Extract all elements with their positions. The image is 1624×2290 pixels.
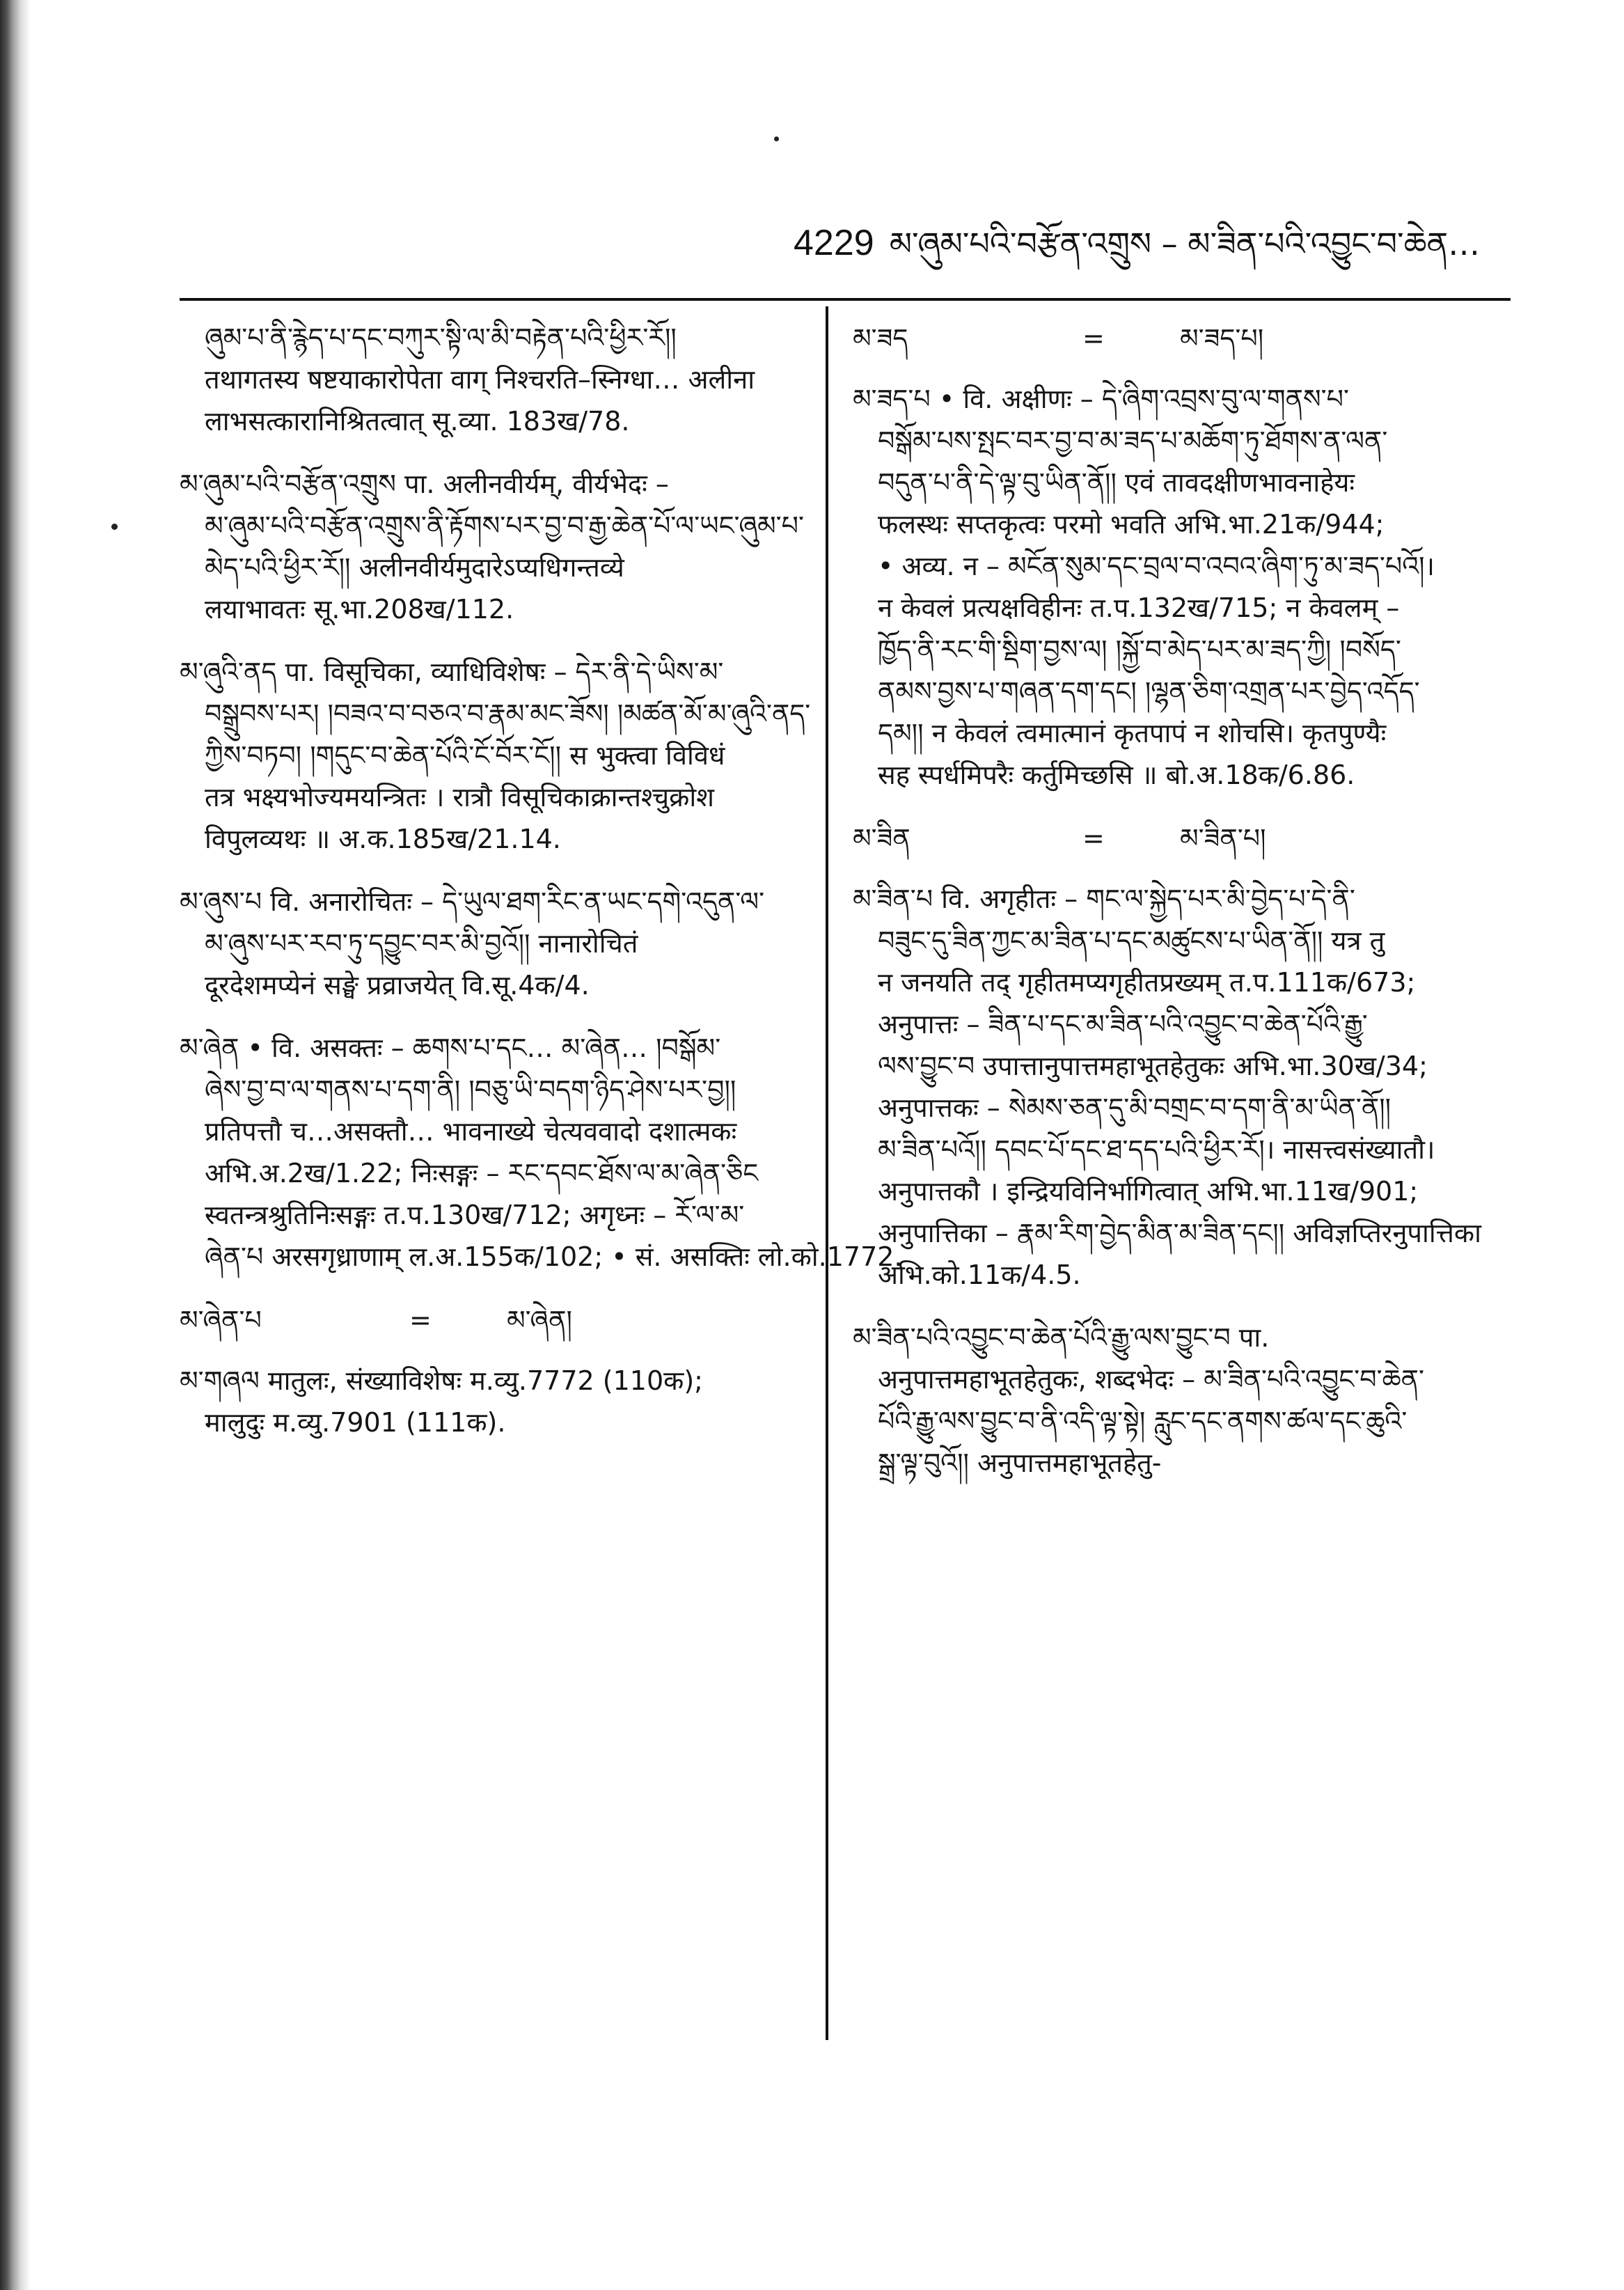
xref-target: མ་ཟིན་པ། [1180, 823, 1266, 854]
entry-left-5 [180, 1027, 903, 1278]
entry-line: दूरदेशमप्येनं सङ्घे प्रव्राजयेत् वि.सू.4क/4. [205, 970, 590, 1001]
entry-line: विपुलव्यथः ॥ अ.क.185ख/21.14. [205, 824, 561, 854]
entry-headline: མ་གཞལ मातुलः, संख्याविशेषः म.व्यु.7772 (110क); [180, 1365, 703, 1396]
entry-line: फलस्थः सप्तकृत्वः परमो भवति अभि.भा.21क/944; [878, 509, 1385, 540]
entry-right-3 [853, 1317, 1511, 1484]
entry-left-4 [180, 881, 806, 1006]
running-header [794, 209, 1504, 263]
entry-line: མ་ཞུམ་པའི་བརྩོན་འགྲུས་ནི་རྟོགས་པར་བྱ་བ་རྒྱ་ཆེན་པོ་ལ་ཡང་ཞུམ་པ་ [205, 510, 804, 541]
entry-line: ལས་བྱུང་བ उपात्तानुपात्तमहाभूतहेतुकः अभि.भा.30ख/34; [878, 1051, 1428, 1081]
entry-line: བདུན་པ་ནི་དེ་ལྟ་བུ་ཡིན་ནོ།། एवं तावदक्षीणभावनाहेयः [878, 467, 1355, 498]
entry-line: ནམས་བྱས་པ་གཞན་དག་དང། །ལྷན་ཅིག་འགྲན་པར་བྱེད་འདོད་ [878, 676, 1420, 707]
xref-target: མ་ཟད་པ། [1180, 323, 1264, 354]
entry-right-2 [853, 878, 1511, 1296]
entry-line: तथागतस्य षष्टयाकारोपेता वाग् निश्चरति–स्निग्धा… अलीना [205, 364, 755, 395]
entry-headline: མ་ཟིན་པ वि. अगृहीतः – གང་ལ་སྐྱེད་པར་མི་བྱེད་པ་དེ་ནི་ [853, 884, 1355, 914]
entry-left-3 [180, 651, 811, 860]
column-divider [826, 306, 828, 2040]
xref-headword: མ་ཟིན [853, 823, 910, 854]
entry-line: प्रतिपत्तौ च…असक्तौ… भावनाख्ये चेत्यववादो दशात्मकः [205, 1116, 737, 1147]
entry-left-6 [180, 1360, 806, 1443]
cross-reference-right-1 [853, 317, 1511, 360]
page-binding-edge [0, 0, 31, 2290]
entry-line: མ་ཟིན་པའོ།། དབང་པོ་དང་ཐ་དད་པའི་ཕྱིར་རོ།। नासत्त्वसंख्यातौ। [878, 1134, 1435, 1165]
xref-equals: = [409, 1305, 432, 1335]
xref-equals: = [1082, 823, 1105, 854]
entry-line: न केवलं प्रत्यक्षविहीनः त.प.132ख/715; न केवलम् – [878, 593, 1400, 623]
entry-line: अनुपात्तकः – སེམས་ཅན་དུ་མི་བགྲང་བ་དག་ནི་མ་ཡིན་ནོ།། [878, 1092, 1392, 1123]
entry-line: लयाभावतः सू.भा.208ख/112. [205, 594, 514, 625]
scan-speck [774, 136, 779, 141]
entry-line: ཞེན་པ अरसगृध्राणाम् ल.अ.155क/102; • सं. असक्तिः लो.को.1772. [205, 1241, 903, 1272]
entry-line: ཁྱོད་ནི་རང་གི་སྡིག་བྱས་ལ། །སྐྱོ་བ་མེད་པར་མ་ཟད་ཀྱི། །བསོད་ [878, 634, 1401, 665]
entry-line: ཞུམ་པ་ནི་རྙེད་པ་དང་བཀུར་སྟི་ལ་མི་བརྟེན་པའི་ཕྱིར་རོ།། [205, 322, 677, 353]
entry-line: མེད་པའི་ཕྱིར་རོ།། अलीनवीर्यमुदारेऽप्यधिगन्तव्ये [205, 552, 624, 583]
entry-line: अनुपात्तमहाभूतहेतुकः, शब्दभेदः – མ་ཟིན་པའི་འབྱུང་བ་ཆེན་ [878, 1364, 1424, 1395]
entry-headline: མ་ཟད་པ • वि. अक्षीणः – དེ་ཞིག་འབྲས་བུ་ལ་གནས་པ་ [853, 384, 1349, 414]
entry-line: བསྒྲུབས་པར། །བཟའ་བ་བཅའ་བ་རྣམ་མང་ཟོས། །མཚན་མོ་མ་ཞུའི་ནད་ [205, 698, 811, 729]
xref-headword: མ་ཞེན་པ [180, 1305, 262, 1335]
xref-headword: མ་ཟད [853, 323, 908, 354]
entry-headline: མ་ཞུའི་ནད पा. विसूचिका, व्याधिविशेषः – དེར་ནི་དེ་ཡིས་མ་ [180, 657, 724, 687]
entry-left-1 [180, 317, 806, 442]
entry-headline: མ་ཞུས་པ वि. अनारोचितः – དེ་ཡུལ་ཐག་རིང་ན་ཡང་དགེ་འདུན་ལ་ [180, 886, 765, 917]
entry-headline: མ་ཞུམ་པའི་བརྩོན་འགྲུས पा. अलीनवीर्यम्, वीर्यभेदः – [180, 469, 669, 499]
entry-line: བཟུང་དུ་ཟིན་ཀྱང་མ་ཟིན་པ་དང་མཚུངས་པ་ཡིན་ནོ།། यत्र तु [878, 925, 1385, 956]
xref-target: མ་ཞེན། [507, 1305, 572, 1335]
entry-line: མ་ཞུས་པར་རབ་ཏུ་དབྱུང་བར་མི་བྱའོ།། नानारोचितं [205, 928, 638, 959]
entry-line: न जनयति तद् गृहीतमप्यगृहीतप्रख्यम् त.प.111क/673; [878, 967, 1416, 998]
entry-line: लाभसत्कारानिश्रितत्वात् सू.व्या. 183ख/78. [205, 406, 630, 437]
entry-line: अभि.को.11क/4.5. [878, 1260, 1081, 1290]
entry-line: मालुदुः म.व्यु.7901 (111क). [205, 1407, 506, 1438]
entry-line: ཀྱིས་བཏབ། །གདུང་བ་ཆེན་པོའི་ངོ་བོར་ངོ།། स भुक्त्वा विविधं [205, 740, 725, 771]
entry-line: स्वतन्त्रश्रुतिनिःसङ्गः त.प.130ख/712; अगृध्नः – རོ་ལ་མ་ [205, 1200, 745, 1230]
entry-line: བསྒོམ་པས་སྤང་བར་བྱ་བ་མ་ཟད་པ་མཆོག་ཏུ་ཐོགས་ན་ལན་ [878, 425, 1388, 456]
entry-line: अनुपात्तः – ཟིན་པ་དང་མ་ཟིན་པའི་འབྱུང་བ་ཆེན་པོའི་རྒྱུ་ [878, 1009, 1368, 1040]
entry-left-2 [180, 463, 806, 630]
entry-line: སྒྲ་ལྟ་བུའོ།། अनुपात्तमहाभूतहेतु- [878, 1448, 1162, 1478]
cross-reference-left [180, 1299, 806, 1342]
header-rule [180, 298, 1511, 301]
entry-headline: མ་ཞེན • वि. असक्तः – ཆགས་པ་དང… མ་ཞེན… །བསྒོམ་ [180, 1033, 721, 1063]
entry-line: अनुपात्तिका – རྣམ་རིག་བྱེད་མིན་མ་ཟིན་དང།། अविज्ञप्तिरनुपात्तिका [878, 1218, 1481, 1248]
entry-line: • अव्य. न – མངོན་སུམ་དང་བྲལ་བ་འབའ་ཞིག་ཏུ་མ་ཟད་པའོ།। [878, 551, 1435, 581]
scan-speck [111, 524, 118, 530]
right-column [853, 317, 1511, 1505]
entry-line: པོའི་རྒྱུ་ལས་བྱུང་བ་ནི་འདི་ལྟ་སྟེ། རླུང་དང་ནགས་ཚལ་དང་ཆུའི་ [878, 1406, 1408, 1436]
entry-right-1 [853, 378, 1511, 796]
header-range: མ་ཞུམ་པའི་བརྩོན་འགྲུས – མ་ཟིན་པའི་འབྱུང་བ་ཆེན… [889, 225, 1481, 262]
entry-line: तत्र भक्ष्यभोज्यमयन्त्रितः । रात्रौ विसूचिकाक्रान्तश्चुक्रोश [205, 782, 715, 813]
cross-reference-right-2 [853, 817, 1511, 860]
entry-line: अनुपात्तकौ । इन्द्रियविनिर्भागित्वात् अभि.भा.11ख/901; [878, 1176, 1419, 1207]
entry-line: དམ།། न केवलं त्वमात्मानं कृतपापं न शोचसि। कृतपुण्यैः [878, 718, 1387, 748]
page-number: 4229 [794, 223, 874, 263]
entry-headline: མ་ཟིན་པའི་འབྱུང་བ་ཆེན་པོའི་རྒྱུ་ལས་བྱུང་བ पा. [853, 1322, 1270, 1353]
entry-line: सह स्पर्धमिपरैः कर्तुमिच्छसि ॥ बो.अ.18क/6.86. [878, 760, 1355, 790]
entry-line: अभि.अ.2ख/1.22; निःसङ्गः – རང་དབང་ཐོས་ལ་མ་ཞེན་ཅིང [205, 1158, 759, 1189]
xref-equals: = [1082, 323, 1105, 354]
entry-line: ཞེས་བྱ་བ་ལ་གནས་པ་དག་ནི། །བཅུ་ཡི་བདག་ཉིད་ཤེས་པར་བྱ།། [205, 1074, 736, 1105]
